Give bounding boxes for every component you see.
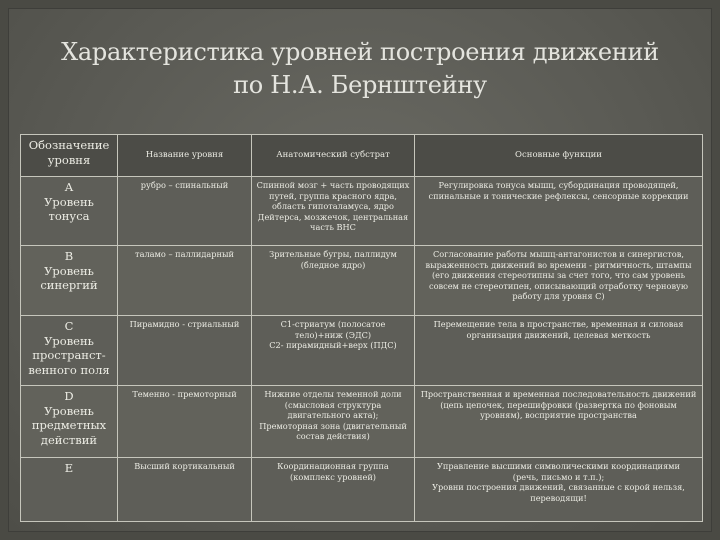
level-functions [415, 458, 703, 522]
functions-line: Уровни построения движений, связанные с корой нельзя, переводящи! [432, 482, 685, 503]
functions-line: Управление высшими символическими координациями [437, 461, 680, 471]
title-line-1: Характеристика уровней построения движений [61, 38, 659, 66]
header-designation-line-1: Обозначение [28, 138, 110, 152]
level-designation [21, 386, 118, 458]
level-substrate [252, 386, 415, 458]
level-designation [21, 316, 118, 386]
level-functions: Перемещение тела в пространстве, временная и силовая организация движений, целевая меткость [415, 316, 703, 386]
table-header-row [21, 135, 703, 177]
level-label: венного поля [28, 362, 110, 377]
level-letter: В [64, 249, 74, 263]
level-letter: А [64, 180, 74, 194]
table-row [21, 246, 703, 316]
level-label: Уровень [44, 333, 94, 348]
title-line-2: по Н.А. Бернштейну [233, 71, 487, 99]
level-label: предметных [31, 418, 107, 432]
header-designation [21, 135, 118, 177]
header-substrate: Анатомический субстрат [252, 135, 415, 177]
table-row [21, 177, 703, 246]
level-letter: Е [64, 461, 74, 475]
level-letter: D [64, 389, 74, 403]
substrate-line: С2- пирамидный+верх (ПДС) [269, 340, 397, 351]
level-name: Высший кортикальный [118, 458, 252, 522]
level-label: Уровень [44, 194, 94, 209]
level-name: таламо – паллидарный [118, 246, 252, 316]
substrate-line: С1-стриатум (полосатое тело)+ниж (ЭДС) [280, 319, 386, 340]
level-substrate: Зрительные бугры, паллидум (бледное ядро) [252, 246, 415, 316]
level-functions: Регулировка тонуса мышц, субординация проводящей, спинальные и тонические рефлексы, сенсорные коррекции [415, 177, 703, 246]
level-name: Теменно - премоторный [118, 386, 252, 458]
substrate-line: Премоторная зона (двигательный состав действия) [259, 420, 407, 442]
substrate-line: Нижние отделы теменной доли (смысловая структура двигательного акта); [264, 389, 402, 421]
level-label: тонуса [48, 209, 90, 223]
level-substrate [252, 316, 415, 386]
level-label: Уровень [44, 263, 94, 278]
level-name: Пирамидно - стриальный [118, 316, 252, 386]
level-functions: Согласование работы мышц-антагонистов и синергистов, выраженность движений во времени - ритмичность, штампы (его движения стереотипны за счет того, что сам уровень совсем не стереотипен, описывающий отработку черновую работу для уровня С) [415, 246, 703, 316]
level-label: синергий [40, 278, 98, 292]
header-designation-line-2: уровня [47, 152, 91, 167]
level-substrate: Спинной мозг + часть проводящих путей, группа красного ядра, область гипоталамуса, ядро Дейтерса, мозжечок, центральная часть ВНС [252, 177, 415, 246]
slide-title [40, 36, 680, 102]
header-functions: Основные функции [415, 135, 703, 177]
header-name: Название уровня [118, 135, 252, 177]
functions-line: (речь, письмо и т.п.); [512, 471, 605, 482]
levels-table [20, 134, 703, 522]
level-designation [21, 246, 118, 316]
level-functions: Пространственная и временная последовательность движений (цепь цепочек, перешифровки (развертка по фоновым уровням), восприятие пространства [415, 386, 703, 458]
level-label: Уровень [44, 403, 94, 418]
table-row [21, 386, 703, 458]
level-substrate: Координационная группа (комплекс уровней) [252, 458, 415, 522]
level-designation [21, 458, 118, 522]
level-letter: С [64, 319, 74, 333]
table-row [21, 458, 703, 522]
table-row [21, 316, 703, 386]
level-label: действий [40, 432, 98, 447]
level-label: пространст- [32, 348, 106, 362]
level-name: рубро – спинальный [118, 177, 252, 246]
level-designation [21, 177, 118, 246]
